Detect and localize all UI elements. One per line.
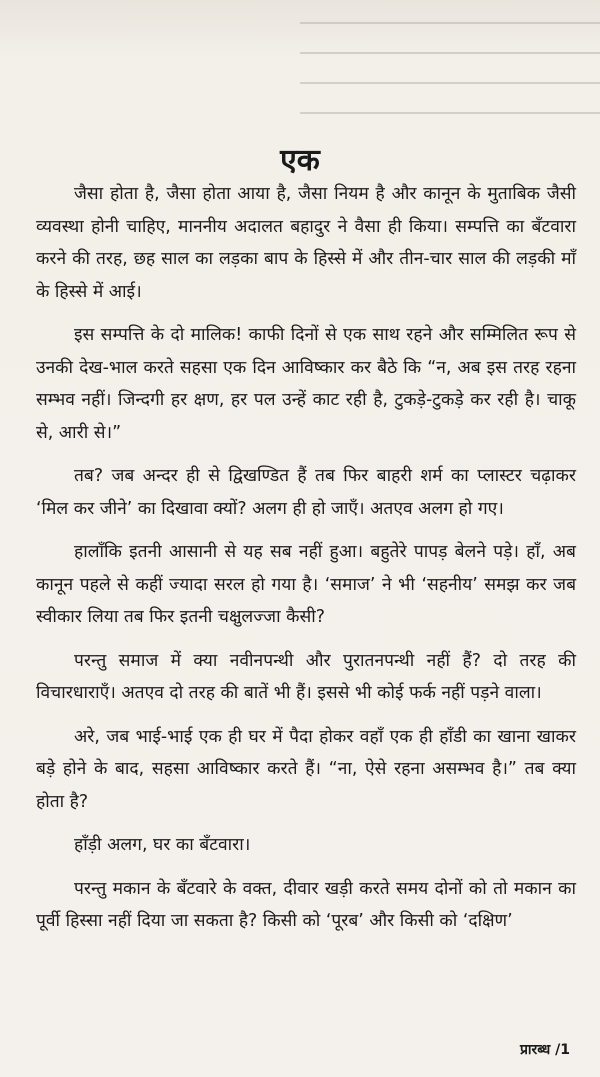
- body-text: [36, 178, 576, 949]
- page-footer: प्रारब्ध /1: [519, 1042, 570, 1058]
- bleed-through-text: [300, 0, 600, 130]
- paragraph: अरे, जब भाई-भाई एक ही घर में पैदा होकर वहाँ एक ही हाँडी का खाना खाकर बड़े होने के बाद, सहसा आविष्कार करते हैं। “ना, ऐसे रहना असम्भव है।” तब क्या होता है?: [36, 726, 576, 812]
- paragraph: तब? जब अन्दर ही से द्विखण्डित हैं तब फिर बाहरी शर्म का प्लास्टर चढ़ाकर ‘मिल कर जीने’ का दिखावा क्यों? अलग ही हो जाएँ। अतएव अलग हो गए।: [36, 466, 576, 519]
- paragraph: परन्तु समाज में क्या नवीनपन्थी और पुरातनपन्थी नहीं हैं? दो तरह की विचारधाराएँ। अतएव दो तरह की बातें भी हैं। इससे भी कोई फर्क नहीं पड़ने वाला।: [36, 650, 576, 703]
- paragraph: हालाँकि इतनी आसानी से यह सब नहीं हुआ। बहुतेरे पापड़ बेलने पड़े। हाँ, अब कानून पहले से कहीं ज्यादा सरल हो गया है। ‘समाज’ ने भी ‘सहनीय’ समझ कर जब स्वीकार लिया तब फिर इतनी चक्षुलज्जा कैसी?: [36, 542, 576, 627]
- paragraph: जैसा होता है, जैसा होता आया है, जैसा नियम है और कानून के मुताबिक जैसी व्यवस्था होनी चाहिए, माननीय अदालत बहादुर ने वैसा ही किया। सम्पत्ति का बँटवारा करने की तरह, छह साल का लड़का बाप के हिस्से में और तीन-चार साल की लड़की माँ के हिस्से में आई।: [36, 184, 576, 302]
- paragraph: परन्तु मकान के बँटवारे के वक्त, दीवार खड़ी करते समय दोनों को तो मकान का पूर्वी हिस्सा नहीं दिया जा सकता है? किसी को ‘पूरब’ और किसी को ‘दक्षिण’: [36, 878, 576, 931]
- paragraph: इस सम्पत्ति के दो मालिक! काफी दिनों से एक साथ रहने और सम्मिलित रूप से उनकी देख-भाल करते सहसा एक दिन आविष्कार कर बैठे कि “न, अब इस तरह रहना सम्भव नहीं। जिन्दगी हर क्षण, हर पल उन्हें काट रही है, टुकड़े-टुकड़े कर रही है। चाकू से, आरी से।”: [36, 325, 576, 443]
- paragraph: हाँड़ी अलग, घर का बँटवारा।: [74, 835, 251, 855]
- chapter-title: एक: [280, 143, 320, 178]
